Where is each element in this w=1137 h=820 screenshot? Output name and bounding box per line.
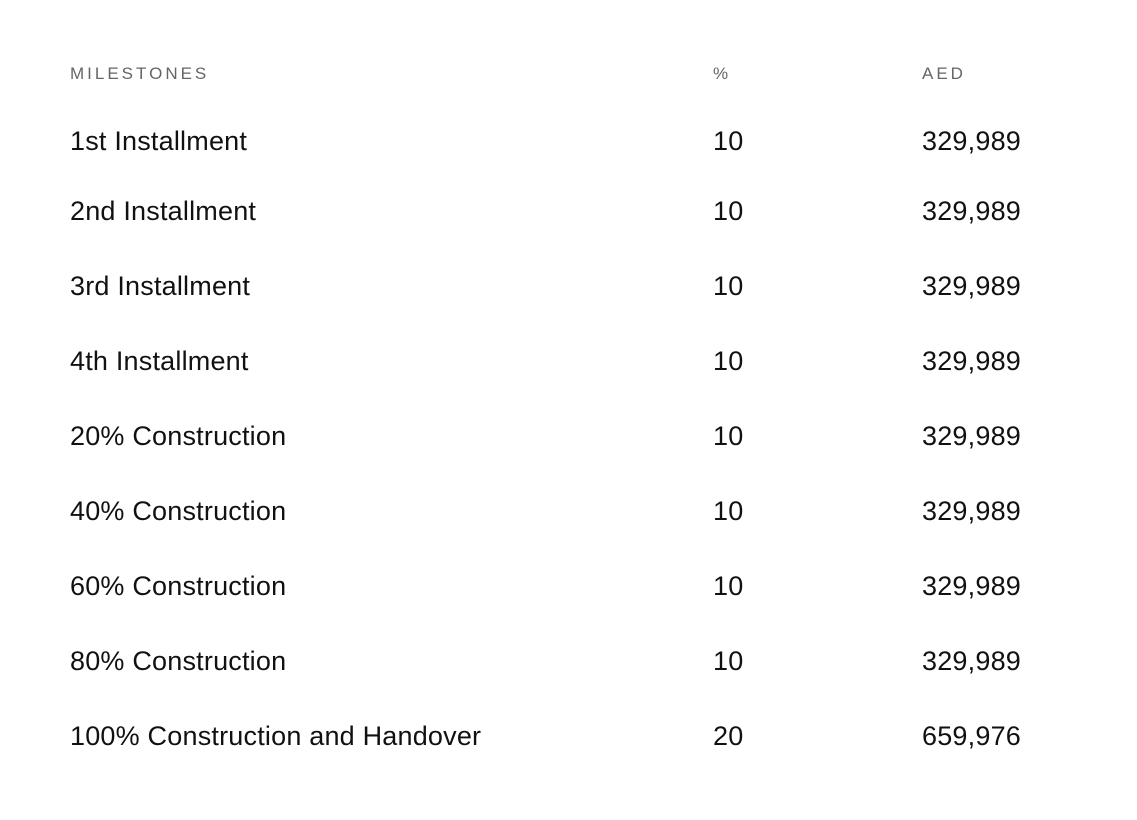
table-row [70, 549, 1070, 624]
header-aed: AED [922, 64, 966, 83]
aed-cell: 329,989 [922, 646, 1021, 676]
percent-cell: 10 [713, 496, 744, 526]
milestone-cell: 1st Installment [70, 125, 248, 156]
milestone-cell: 40% Construction [70, 496, 287, 526]
header-milestones: MILESTONES [70, 64, 210, 83]
percent-cell: 20 [713, 721, 744, 751]
aed-cell: 329,989 [922, 571, 1021, 601]
percent-cell: 10 [713, 271, 744, 301]
header-percent: % [713, 64, 732, 83]
table-row [70, 624, 1070, 699]
aed-cell: 329,989 [922, 196, 1021, 226]
payment-plan-table [70, 40, 1070, 774]
milestone-cell: 60% Construction [70, 571, 287, 601]
aed-cell: 329,989 [922, 271, 1021, 301]
aed-cell: 329,989 [922, 346, 1021, 376]
milestone-cell: 3rd Installment [70, 271, 251, 301]
percent-cell: 10 [713, 421, 744, 451]
aed-cell: 329,989 [922, 421, 1021, 451]
table-row [70, 324, 1070, 399]
percent-cell: 10 [713, 125, 744, 156]
table-header-row [70, 40, 1070, 108]
table-row [70, 108, 1070, 174]
milestone-cell: 4th Installment [70, 346, 249, 376]
milestone-cell: 80% Construction [70, 646, 287, 676]
percent-cell: 10 [713, 571, 744, 601]
aed-cell: 329,989 [922, 496, 1021, 526]
milestone-cell: 20% Construction [70, 421, 287, 451]
aed-cell: 329,989 [922, 125, 1021, 156]
percent-cell: 10 [713, 646, 744, 676]
table-row [70, 699, 1070, 774]
aed-cell: 659,976 [922, 721, 1021, 751]
table-row [70, 399, 1070, 474]
milestone-cell: 2nd Installment [70, 196, 257, 226]
milestone-cell: 100% Construction and Handover [70, 721, 482, 751]
table-row [70, 174, 1070, 249]
table-row [70, 249, 1070, 324]
table-body [70, 108, 1070, 774]
percent-cell: 10 [713, 346, 744, 376]
percent-cell: 10 [713, 196, 744, 226]
table-row [70, 474, 1070, 549]
